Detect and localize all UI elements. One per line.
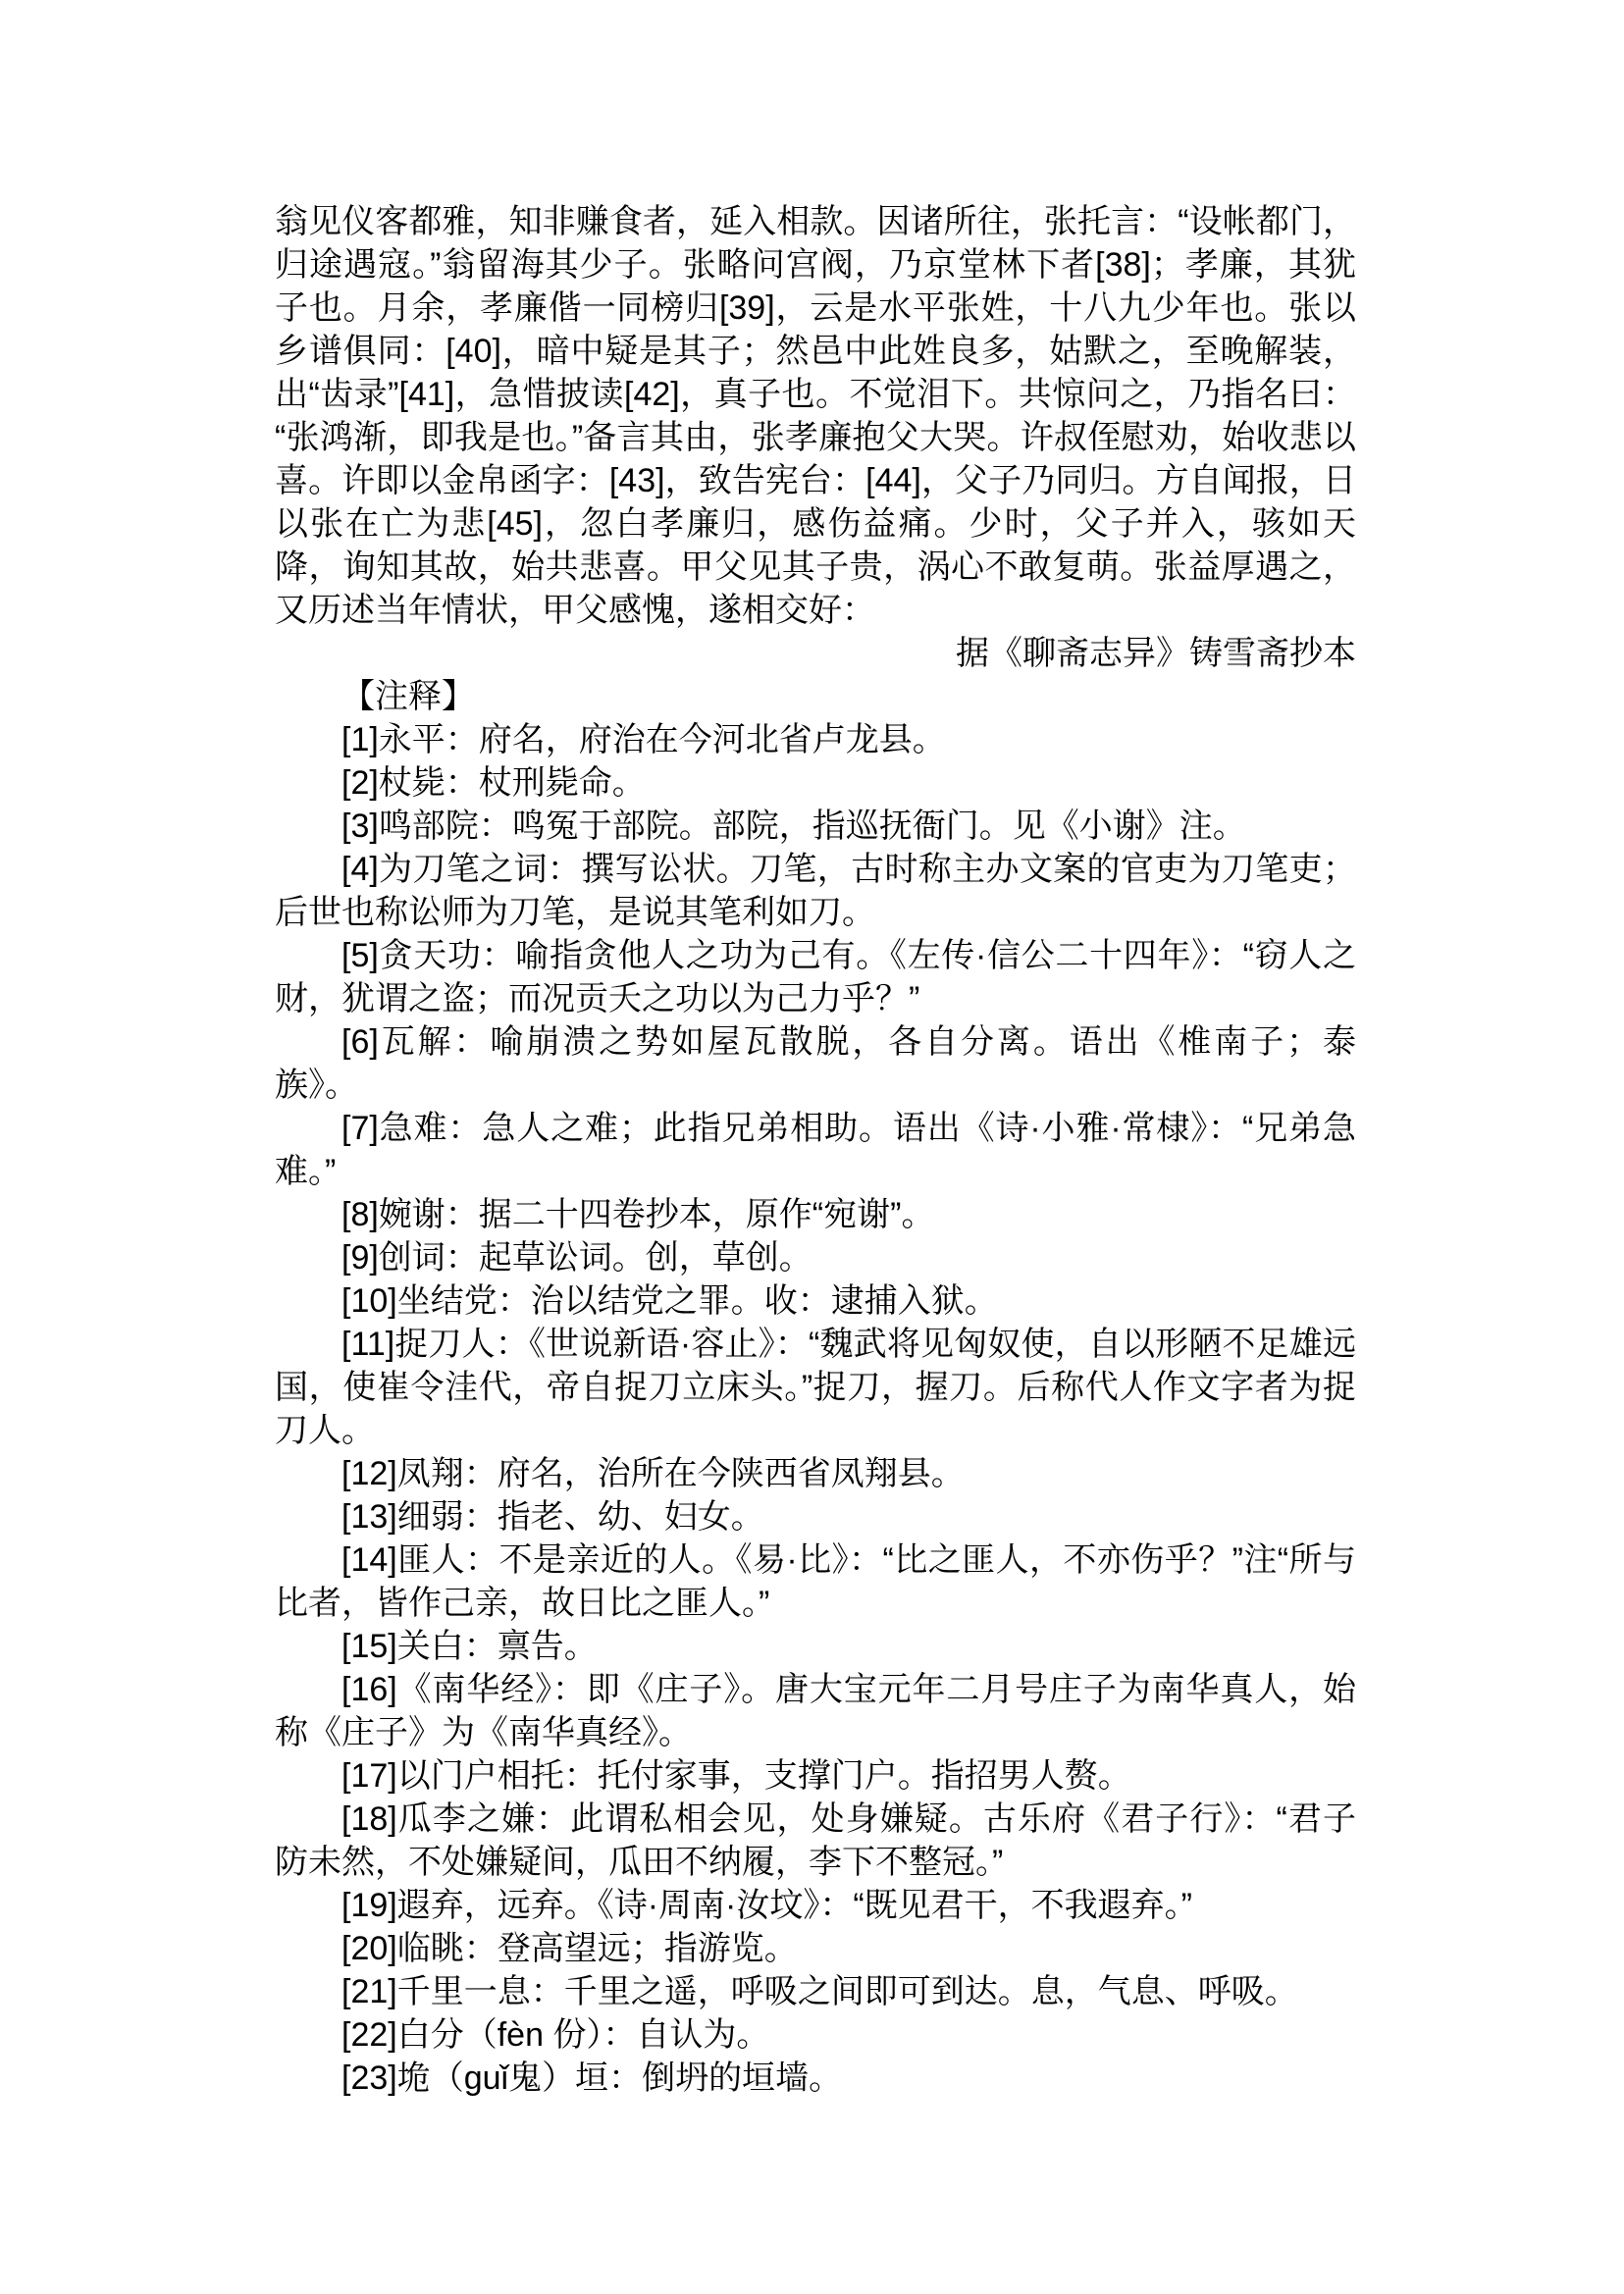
text-column bbox=[275, 200, 1356, 2100]
note-item-11: [11]捉刀人：《世说新语·容止》：“魏武将见匈奴使，自以形陋不足雄远国，使崔令洼代，帝自捉刀立床头。”捉刀，握刀。后称代人作文字者为捉刀人。 bbox=[275, 1326, 1356, 1449]
main-paragraph: 翁见仪客都雅，知非赚食者，延入相款。因诸所往，张托言：“设帐都门，归途遇寇。”翁留海其少子。张略问宫阀，乃京堂林下者[38]；孝廉，其犹子也。月余，孝廉偕一同榜归[39]，云是水平张姓，十八九少年也。张以乡谱俱同：[40]，暗中疑是其子；然邑中此姓良多，姑默之，至晚解装，出“齿录”[41]，急惜披读[42]，真子也。不觉泪下。共惊问之，乃指名曰：“张鸿渐，即我是也。”备言其由，张孝廉抱父大哭。许叔侄慰劝，始收悲以喜。许即以金帛函字：[43]，致告宪台：[44]，父子乃同归。方自闻报，日以张在亡为悲[45]，忽白孝廉归，感伤益痛。少时，父子并入，骇如天降，询知其故，始共悲喜。甲父见其子贵，涡心不敢复萌。张益厚遇之，又历述当年情状，甲父感愧，遂相交好： bbox=[275, 203, 1356, 629]
note-item-21: [21]千里一息：千里之遥，呼吸之间即可到达。息，气息、呼吸。 bbox=[341, 1973, 1298, 2010]
note-item-13: [13]细弱：指老、幼、妇女。 bbox=[341, 1498, 764, 1536]
note-item-3: [3]鸣部院：鸣冤于部院。部院，指巡抚衙门。见《小谢》注。 bbox=[341, 808, 1246, 845]
note-item-22: [22]白分（fèn 份）：自认为。 bbox=[341, 2016, 770, 2054]
source-attribution: 据《聊斋志异》铸雪斋抄本 bbox=[956, 635, 1356, 672]
note-item-5: [5]贪天功：喻指贪他人之功为己有。《左传·信公二十四年》：“窃人之财，犹谓之盗；而况贡夭之功以为己力乎？” bbox=[275, 937, 1356, 1017]
note-item-18: [18]瓜李之嫌：此谓私相会见，处身嫌疑。古乐府《君子行》：“君子防未然，不处嫌疑间，瓜田不纳履，李下不整冠。” bbox=[275, 1800, 1356, 1881]
note-item-14: [14]匪人：不是亲近的人。《易·比》：“比之匪人，不亦伤乎？”注“所与比者，皆作己亲，故日比之匪人。” bbox=[275, 1541, 1356, 1622]
note-item-9: [9]创词：起草讼词。创，草创。 bbox=[341, 1239, 812, 1277]
note-item-12: [12]凤翔：府名，治所在今陕西省凤翔县。 bbox=[341, 1455, 965, 1492]
note-item-16: [16]《南华经》：即《庄子》。唐大宝元年二月号庄子为南华真人，始称《庄子》为《南华真经》。 bbox=[275, 1671, 1356, 1751]
note-item-6: [6]瓦解：喻崩溃之势如屋瓦散脱，各自分离。语出《椎南子；泰族》。 bbox=[275, 1023, 1356, 1104]
note-item-17: [17]以门户相托：托付家事，支撑门户。指招男人赘。 bbox=[341, 1757, 1131, 1795]
note-item-2: [2]杖毙：杖刑毙命。 bbox=[341, 764, 646, 802]
note-item-20: [20]临眺：登高望远；指游览。 bbox=[341, 1930, 798, 1967]
note-item-1: [1]永平：府名，府治在今河北省卢龙县。 bbox=[341, 721, 946, 758]
note-item-15: [15]关白：禀告。 bbox=[341, 1628, 598, 1665]
note-item-8: [8]婉谢：据二十四卷抄本，原作“宛谢”。 bbox=[341, 1196, 935, 1233]
notes-section-header: 【注释】 bbox=[341, 678, 475, 715]
note-item-23: [23]垝（guǐ鬼）垣：倒坍的垣墙。 bbox=[341, 2059, 843, 2097]
note-item-19: [19]遐弃，远弃。《诗·周南·汝坟》：“既见君干，不我遐弃。” bbox=[341, 1887, 1192, 1924]
note-item-4: [4]为刀笔之词：撰写讼状。刀笔，古时称主办文案的官吏为刀笔吏；后世也称讼师为刀笔，是说其笔利如刀。 bbox=[275, 851, 1356, 931]
note-item-10: [10]坐结党：治以结党之罪。收：逮捕入狱。 bbox=[341, 1282, 998, 1320]
note-item-7: [7]急难：急人之难；此指兄弟相助。语出《诗·小雅·常棣》：“兄弟急难。” bbox=[275, 1110, 1356, 1190]
